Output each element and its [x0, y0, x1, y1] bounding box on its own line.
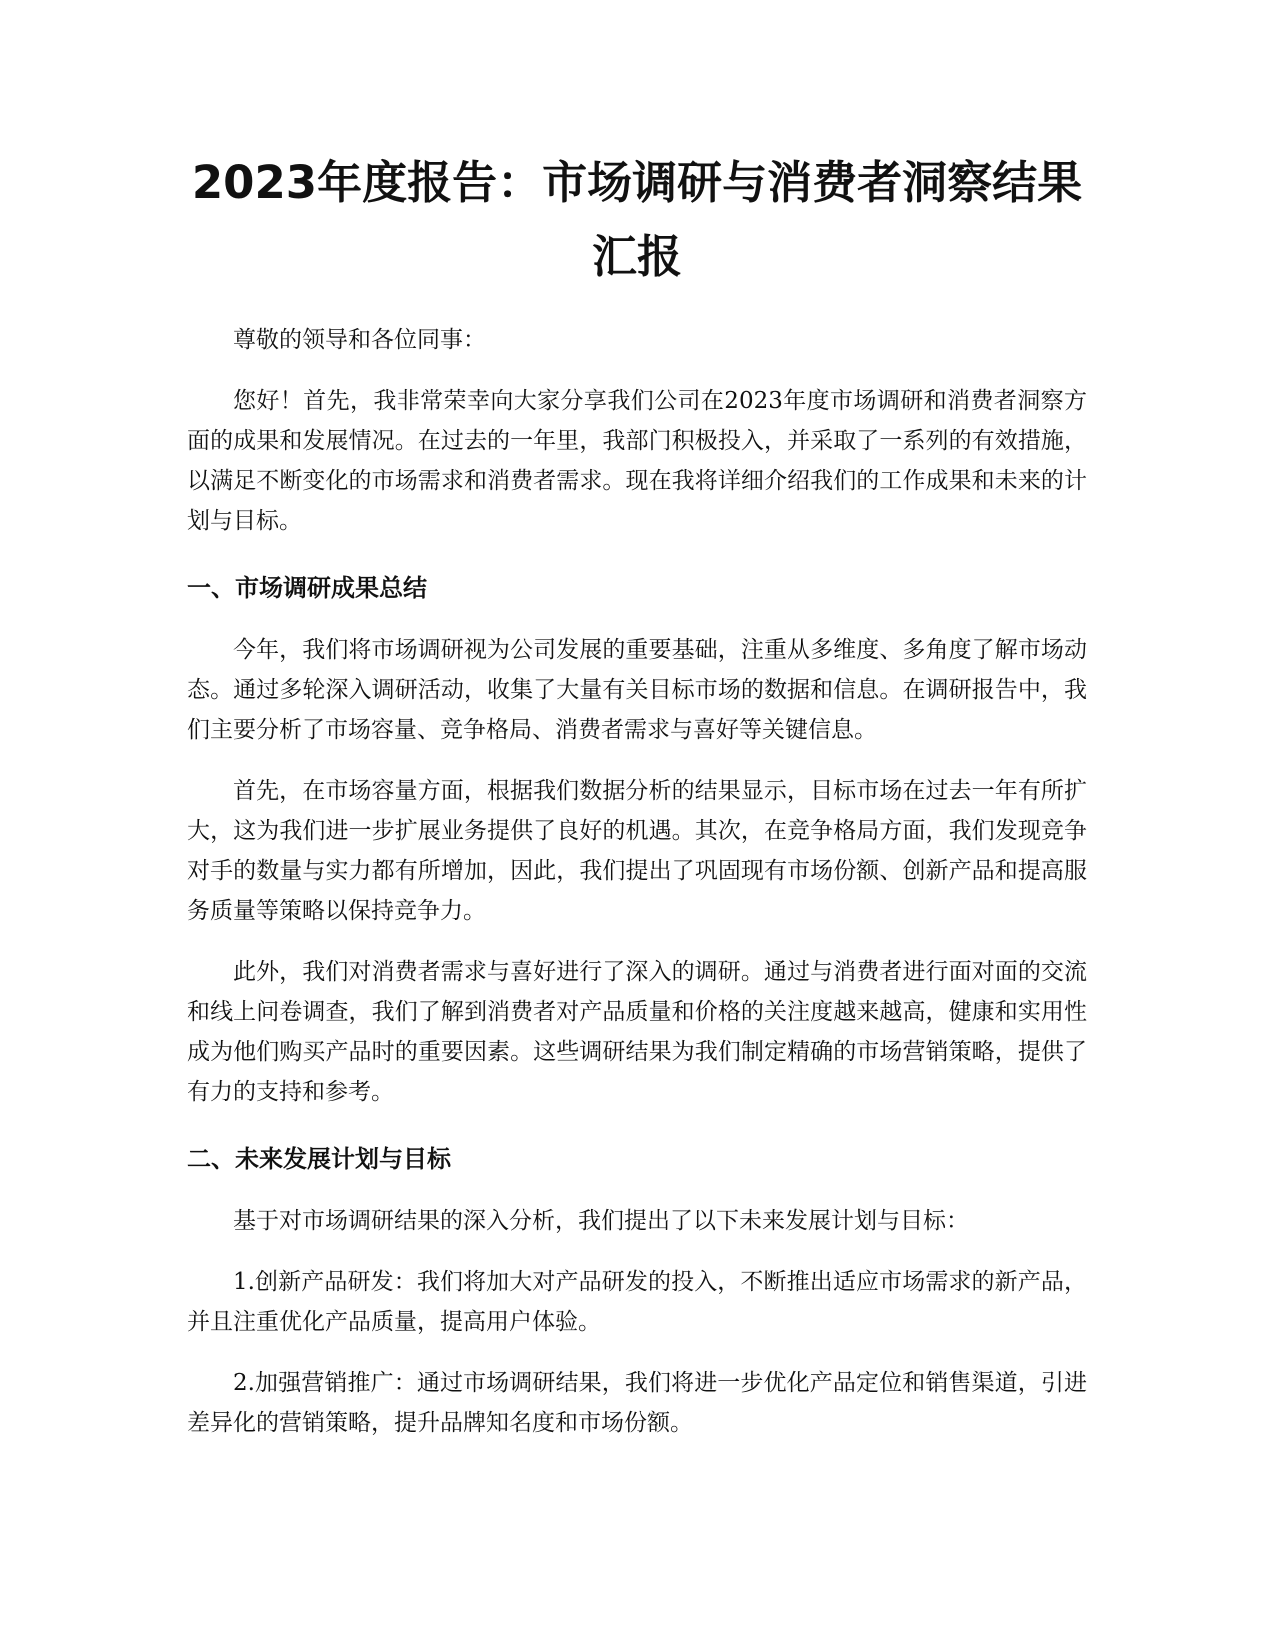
section-heading-future-plans: 二、未来发展计划与目标	[187, 1145, 451, 1173]
list-item-paragraph: 2.加强营销推广：通过市场调研结果，我们将进一步优化产品定位和销售渠道，引进差异化的营销策略，提升品牌知名度和市场份额。	[187, 1370, 1087, 1436]
section-heading-market-research: 一、市场调研成果总结	[187, 574, 427, 602]
body-paragraph: 今年，我们将市场调研视为公司发展的重要基础，注重从多维度、多角度了解市场动态。通过多轮深入调研活动，收集了大量有关目标市场的数据和信息。在调研报告中，我们主要分析了市场容量、竞争格局、消费者需求与喜好等关键信息。	[187, 637, 1087, 743]
body-paragraph: 此外，我们对消费者需求与喜好进行了深入的调研。通过与消费者进行面对面的交流和线上问卷调查，我们了解到消费者对产品质量和价格的关注度越来越高，健康和实用性成为他们购买产品时的重要因素。这些调研结果为我们制定精确的市场营销策略，提供了有力的支持和参考。	[187, 959, 1087, 1105]
body-paragraph: 基于对市场调研结果的深入分析，我们提出了以下未来发展计划与目标：	[233, 1208, 969, 1234]
title-line-2: 汇报	[591, 230, 682, 283]
intro-paragraph: 您好！首先，我非常荣幸向大家分享我们公司在2023年度市场调研和消费者洞察方面的成果和发展情况。在过去的一年里，我部门积极投入，并采取了一系列的有效措施，以满足不断变化的市场需求和消费者需求。现在我将详细介绍我们的工作成果和未来的计划与目标。	[187, 388, 1087, 534]
body-paragraph: 首先，在市场容量方面，根据我们数据分析的结果显示，目标市场在过去一年有所扩大，这为我们进一步扩展业务提供了良好的机遇。其次，在竞争格局方面，我们发现竞争对手的数量与实力都有所增加，因此，我们提出了巩固现有市场份额、创新产品和提高服务质量等策略以保持竞争力。	[187, 778, 1087, 924]
title-line-1: 2023年度报告：市场调研与消费者洞察结果	[191, 156, 1083, 209]
document-title	[187, 146, 1087, 294]
list-item-paragraph: 1.创新产品研发：我们将加大对产品研发的投入，不断推出适应市场需求的新产品，并且注重优化产品质量，提高用户体验。	[187, 1269, 1087, 1335]
greeting-paragraph: 尊敬的领导和各位同事：	[233, 327, 486, 353]
document-body	[187, 146, 1087, 1464]
